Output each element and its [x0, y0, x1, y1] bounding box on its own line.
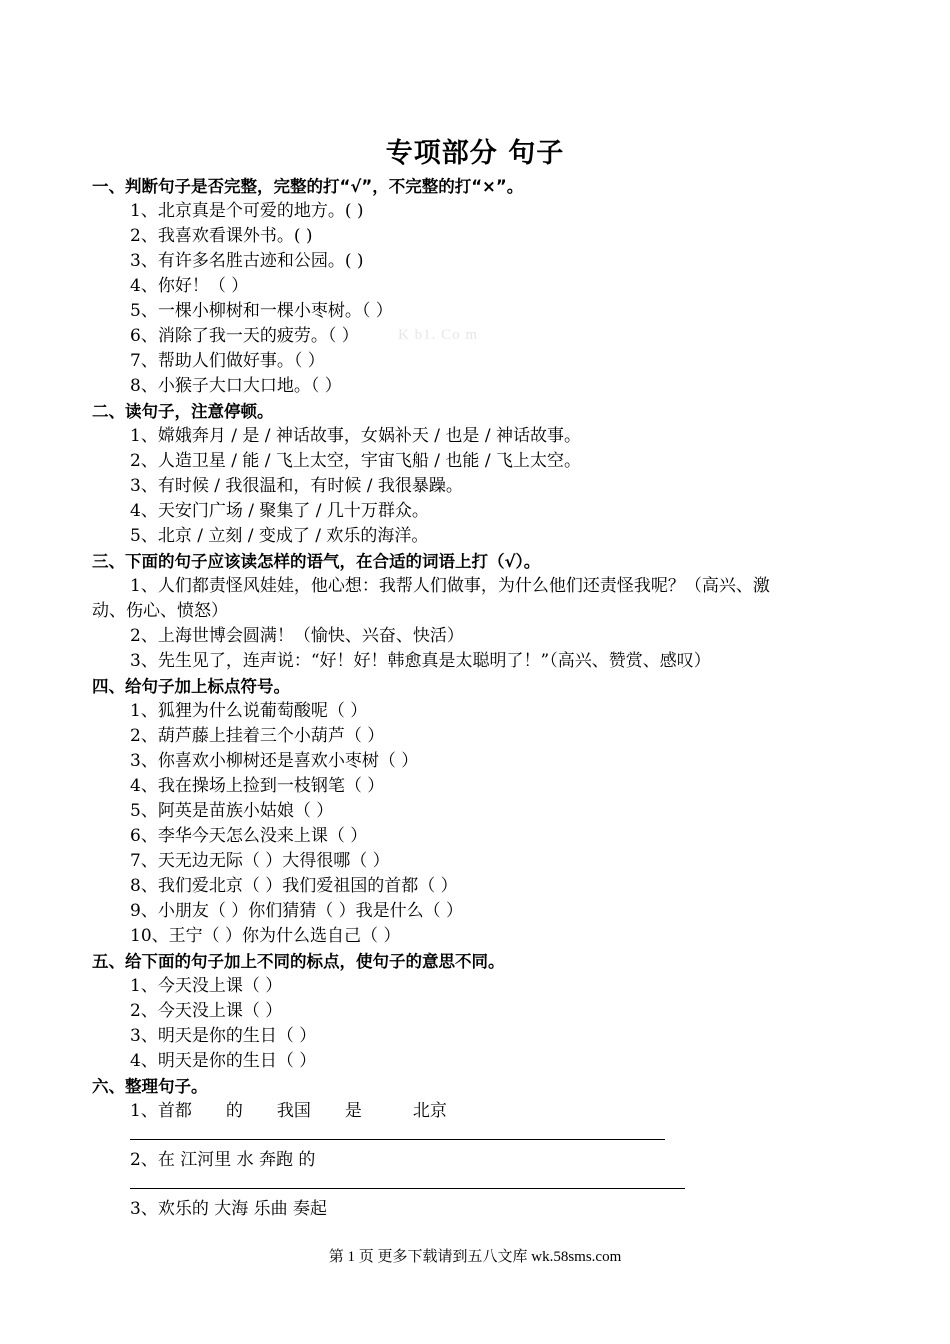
section-4-item: 3、你喜欢小柳树还是喜欢小枣树（ ）: [130, 751, 419, 771]
section-4-item: 1、狐狸为什么说葡萄酸呢（ ）: [130, 701, 368, 721]
watermark: K b1. Co m: [398, 327, 479, 343]
section-4-item: 2、葫芦藤上挂着三个小葫芦（ ）: [130, 726, 385, 746]
section-2-heading: 二、读句子，注意停顿。: [92, 402, 274, 421]
section-4-item: 9、小朋友（ ）你们猜猜（ ）我是什么（ ）: [130, 901, 464, 921]
section-1-heading: 一、判断句子是否完整，完整的打“√”，不完整的打“×”。: [92, 177, 524, 196]
page-title: 专项部分 句子: [385, 138, 565, 169]
section-1-item: 7、帮助人们做好事。（ ）: [130, 351, 325, 371]
section-3-item: 3、先生见了，连声说：“好！好！韩愈真是太聪明了！”（高兴、赞赏、感叹）: [130, 651, 711, 671]
section-2-item: 2、人造卫星 / 能 / 飞上太空，宇宙飞船 / 也能 / 飞上太空。: [130, 451, 581, 471]
section-2-item: 3、有时候 / 我很温和，有时候 / 我很暴躁。: [130, 476, 463, 496]
section-3-item-continued: 动、伤心、愤怒）: [92, 601, 228, 621]
section-2-item: 1、嫦娥奔月 / 是 / 神话故事，女娲补天 / 也是 / 神话故事。: [130, 426, 581, 446]
section-1-item: 2、我喜欢看课外书。( ): [130, 226, 313, 246]
section-1-item: 4、你好！（ ）: [130, 276, 249, 296]
section-3-item: 2、上海世博会圆满！（愉快、兴奋、快活）: [130, 626, 464, 646]
section-5-item: 1、今天没上课（ ）: [130, 976, 283, 996]
section-6-item: 3、欢乐的 大海 乐曲 奏起: [130, 1199, 328, 1219]
section-5-item: 4、明天是你的生日（ ）: [130, 1051, 317, 1071]
section-2-item: 4、天安门广场 / 聚集了 / 几十万群众。: [130, 501, 429, 521]
section-1-item: 5、一棵小柳树和一棵小枣树。（ ）: [130, 301, 393, 321]
section-1-item: 6、消除了我一天的疲劳。（ ）: [130, 326, 359, 346]
answer-line: [130, 1139, 665, 1140]
section-3-item: 1、人们都责怪风娃娃，他心想：我帮人们做事，为什么他们还责怪我呢？（高兴、激: [130, 576, 770, 596]
section-6-item: 1、首都 的 我国 是 北京: [130, 1101, 447, 1121]
page-footer: 第 1 页 更多下载请到五八文库 wk.58sms.com: [328, 1249, 622, 1265]
section-4-item: 8、我们爱北京（ ）我们爱祖国的首都（ ）: [130, 876, 458, 896]
section-6-item: 2、在 江河里 水 奔跑 的: [130, 1150, 316, 1170]
section-1-item: 1、北京真是个可爱的地方。( ): [130, 201, 364, 221]
answer-line: [130, 1188, 685, 1189]
section-4-item: 7、天无边无际（ ）大得很哪（ ）: [130, 851, 390, 871]
section-5-item: 3、明天是你的生日（ ）: [130, 1026, 317, 1046]
section-4-item: 5、阿英是苗族小姑娘（ ）: [130, 801, 334, 821]
section-3-heading: 三、下面的句子应该读怎样的语气，在合适的词语上打（√）。: [92, 552, 541, 571]
section-5-heading: 五、给下面的句子加上不同的标点，使句子的意思不同。: [92, 952, 505, 971]
section-4-heading: 四、给句子加上标点符号。: [92, 677, 290, 696]
section-4-item: 10、王宁（ ）你为什么选自己（ ）: [130, 926, 401, 946]
section-1-item: 8、小猴子大口大口地。（ ）: [130, 376, 342, 396]
section-2-item: 5、北京 / 立刻 / 变成了 / 欢乐的海洋。: [130, 526, 429, 546]
section-6-heading: 六、整理句子。: [92, 1077, 208, 1096]
section-1-item: 3、有许多名胜古迹和公园。( ): [130, 251, 364, 271]
section-5-item: 2、今天没上课（ ）: [130, 1001, 283, 1021]
section-4-item: 4、我在操场上捡到一枝钢笔（ ）: [130, 776, 385, 796]
section-4-item: 6、李华今天怎么没来上课（ ）: [130, 826, 368, 846]
